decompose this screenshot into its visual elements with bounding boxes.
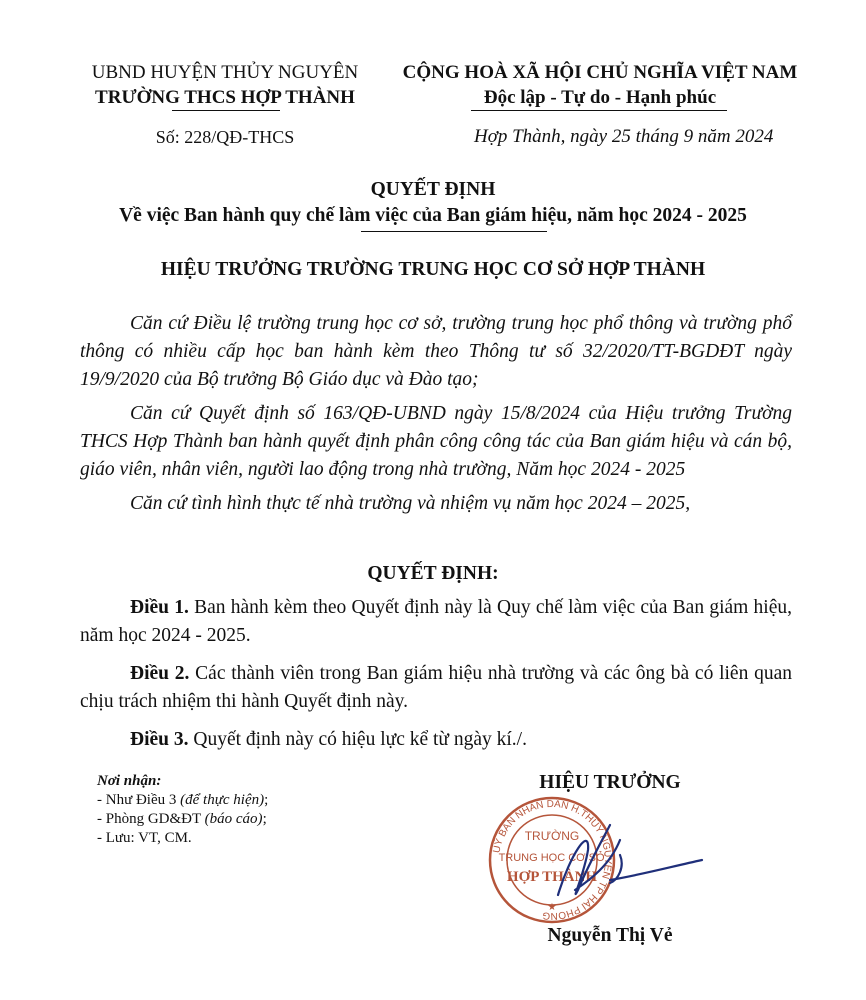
- preamble-item: Căn cứ tình hình thực tế nhà trường và nhiệm vụ năm học 2024 – 2025,: [130, 493, 691, 514]
- document-subject: Về việc Ban hành quy chế làm việc của Ban giám hiệu, năm học 2024 - 2025: [119, 205, 747, 226]
- svg-text:★: ★: [547, 902, 557, 913]
- issuer-district: UBND HUYỆN THỦY NGUYÊN: [91, 62, 359, 83]
- article-2: Điều 2. Các thành viên trong Ban giám hiệu nhà trường và các ông bà có liên quan chịu trách nhiệm thi hành Quyết định này.: [80, 663, 792, 712]
- national-motto: [380, 60, 820, 110]
- recipient-item: - Phòng GD&ĐT (báo cáo);: [97, 811, 267, 827]
- country-name: CỘNG HOÀ XÃ HỘI CHỦ NGHĨA VIỆT NAM: [402, 62, 798, 83]
- preamble-item: Căn cứ Điều lệ trường trung học cơ sở, trường trung học phổ thông và trường phổ thông có nhiều cấp học ban hành kèm theo Thông tư số 32/2020/TT-BGDĐT ngày 19/9/2020 của Bộ trưởng Bộ Giáo dục và Đào tạo;: [80, 313, 792, 390]
- divider: [172, 110, 280, 111]
- school-seal: [470, 795, 710, 925]
- document-title: QUYẾT ĐỊNH: [370, 179, 496, 200]
- recipient-item: - Như Điều 3 (để thực hiện);: [97, 792, 269, 808]
- recipient-item: - Lưu: VT, CM.: [97, 830, 192, 846]
- article-3: Điều 3. Quyết định này có hiệu lực kể từ ngày kí./.: [130, 729, 527, 750]
- issuer-block: [70, 60, 380, 110]
- svg-text:TRƯỜNG: TRƯỜNG: [524, 829, 580, 843]
- motto: Độc lập - Tự do - Hạnh phúc: [483, 87, 717, 108]
- decision-heading: QUYẾT ĐỊNH:: [367, 563, 499, 584]
- place-date: Hợp Thành, ngày 25 tháng 9 năm 2024: [474, 126, 774, 147]
- issuing-authority: HIỆU TRƯỞNG TRƯỜNG TRUNG HỌC CƠ SỞ HỢP THÀNH: [160, 259, 706, 280]
- preamble: [80, 310, 792, 524]
- recipients: [97, 772, 268, 848]
- document-number: Số: 228/QĐ-THCS: [155, 127, 295, 147]
- article-1: Điều 1. Ban hành kèm theo Quyết định này là Quy chế làm việc của Ban giám hiệu, năm học 2024 - 2025.: [80, 597, 792, 646]
- seal-icon: [490, 797, 615, 923]
- articles: [80, 594, 792, 760]
- signer-title: HIỆU TRƯỞNG: [539, 772, 681, 793]
- svg-text:TRUNG HỌC CƠ SỞ: TRUNG HỌC CƠ SỞ: [498, 852, 606, 864]
- signer-name: Nguyễn Thị Vẻ: [547, 925, 673, 946]
- svg-text:HỢP THÀNH: HỢP THÀNH: [506, 869, 598, 885]
- title-block: [40, 177, 826, 229]
- divider: [471, 110, 727, 111]
- issuer-school: TRƯỜNG THCS HỢP THÀNH: [95, 87, 355, 108]
- svg-text:UỶ BAN NHÂN DÂN H.THỦY NGUYÊN: UỶ BAN NHÂN DÂN H.THỦY NGUYÊN TP HẢI PHÒNG: [491, 798, 614, 922]
- divider: [361, 231, 547, 232]
- recipients-heading: Nơi nhận:: [97, 773, 162, 789]
- preamble-item: Căn cứ Quyết định số 163/QĐ-UBND ngày 15/8/2024 của Hiệu trưởng Trường THCS Hợp Thành ban hành quyết định phân công công tác của Ban giám hiệu và cán bộ, giáo viên, nhân viên, người lao động trong nhà trường, Năm học 2024 - 2025: [80, 403, 792, 480]
